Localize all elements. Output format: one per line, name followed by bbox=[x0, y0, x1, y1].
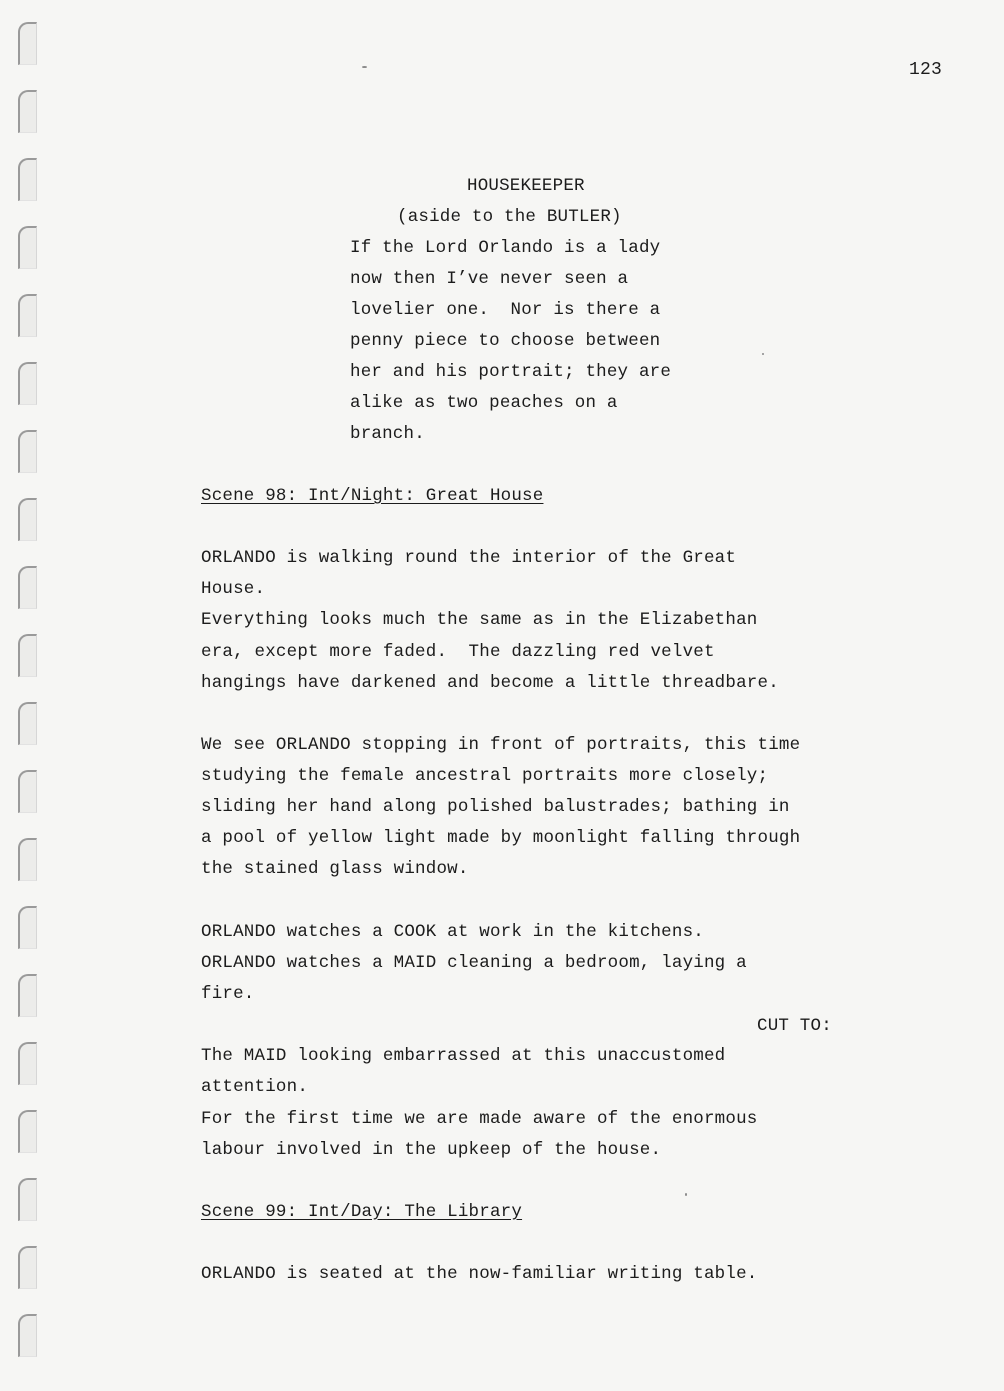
binding-hole bbox=[18, 430, 37, 473]
binding-hole bbox=[18, 362, 37, 405]
binding-hole bbox=[18, 294, 37, 337]
binding-hole bbox=[18, 1314, 37, 1357]
action-line: ORLANDO is seated at the now-familiar writing table. bbox=[201, 1264, 758, 1284]
action-line: labour involved in the upkeep of the house. bbox=[201, 1140, 662, 1160]
dialogue-line: If the Lord Orlando is a lady bbox=[350, 238, 661, 258]
action-line: ORLANDO watches a MAID cleaning a bedroom, laying a bbox=[201, 953, 747, 973]
action-line: era, except more faded. The dazzling red velvet bbox=[201, 642, 715, 662]
binding-hole bbox=[18, 158, 37, 201]
action-line: hangings have darkened and become a little threadbare. bbox=[201, 673, 779, 693]
binding-hole bbox=[18, 90, 37, 133]
binding-hole bbox=[18, 1042, 37, 1085]
action-line: sliding her hand along polished balustrades; bathing in bbox=[201, 797, 790, 817]
dialogue-line: her and his portrait; they are bbox=[350, 362, 672, 382]
dialogue-line: now then I’ve never seen a bbox=[350, 269, 629, 289]
page-number: 123 bbox=[909, 60, 943, 80]
character-name: HOUSEKEEPER bbox=[467, 176, 585, 196]
binding-hole bbox=[18, 702, 37, 745]
action-line: studying the female ancestral portraits more closely; bbox=[201, 766, 769, 786]
action-line: The MAID looking embarrassed at this unaccustomed bbox=[201, 1046, 726, 1066]
scene-heading: Scene 99: Int/Day: The Library bbox=[201, 1202, 523, 1222]
action-line: a pool of yellow light made by moonlight falling through bbox=[201, 828, 801, 848]
scan-speck bbox=[762, 353, 764, 355]
binding-hole bbox=[18, 22, 37, 65]
binding-hole bbox=[18, 226, 37, 269]
dialogue-line: alike as two peaches on a bbox=[350, 393, 618, 413]
action-line: For the first time we are made aware of the enormous bbox=[201, 1109, 758, 1129]
binding-hole bbox=[18, 634, 37, 677]
action-line: attention. bbox=[201, 1077, 309, 1097]
binding-hole bbox=[18, 566, 37, 609]
dialogue-line: branch. bbox=[350, 424, 425, 444]
binding-hole bbox=[18, 770, 37, 813]
binding-hole bbox=[18, 906, 37, 949]
binding-hole bbox=[18, 1246, 37, 1289]
binding-hole bbox=[18, 1110, 37, 1153]
dialogue-line: penny piece to choose between bbox=[350, 331, 661, 351]
binding-hole bbox=[18, 974, 37, 1017]
transition: CUT TO: bbox=[757, 1016, 832, 1036]
spiral-binding bbox=[18, 20, 40, 1360]
action-line: House. bbox=[201, 579, 266, 599]
action-line: fire. bbox=[201, 984, 255, 1004]
action-line: We see ORLANDO stopping in front of portraits, this time bbox=[201, 735, 801, 755]
binding-hole bbox=[18, 838, 37, 881]
action-line: the stained glass window. bbox=[201, 859, 469, 879]
scan-speck bbox=[362, 66, 367, 68]
action-line: ORLANDO is walking round the interior of the Great bbox=[201, 548, 737, 568]
action-line: ORLANDO watches a COOK at work in the kitchens. bbox=[201, 922, 704, 942]
scan-speck bbox=[685, 1193, 687, 1196]
parenthetical: (aside to the BUTLER) bbox=[397, 207, 622, 227]
dialogue-line: lovelier one. Nor is there a bbox=[350, 300, 661, 320]
scene-heading: Scene 98: Int/Night: Great House bbox=[201, 486, 544, 506]
binding-hole bbox=[18, 498, 37, 541]
action-line: Everything looks much the same as in the Elizabethan bbox=[201, 610, 758, 630]
binding-hole bbox=[18, 1178, 37, 1221]
